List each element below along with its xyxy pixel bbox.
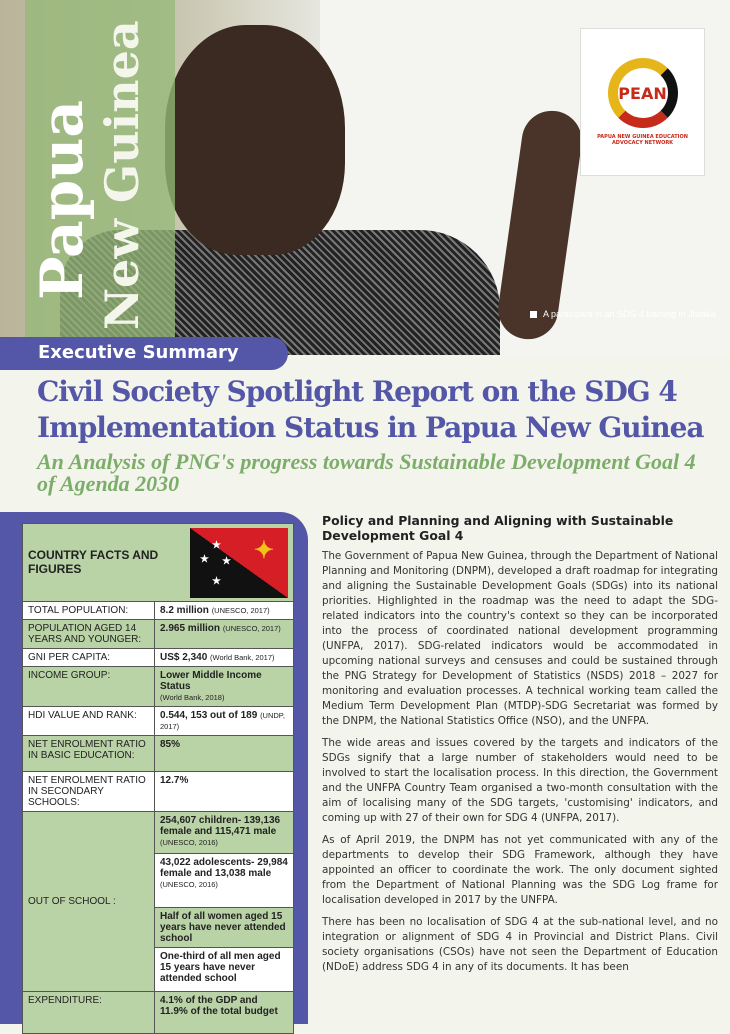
fact-label: INCOME GROUP: bbox=[23, 667, 155, 707]
table-row bbox=[23, 736, 294, 772]
fact-value: Lower Middle Income Status bbox=[160, 670, 262, 692]
article bbox=[322, 513, 718, 982]
paragraph: The Government of Papua New Guinea, through the Department of National Planning and Monitoring (DNPM), developed a draft roadmap for integrating and aligning the Sustainable Development Goals (SDGs) into its national priorities. Highlighted in the roadmap was the need to adapt the SDG-related indicators into the country's context so they can be incorporated into the process of coordinated national development programming (UNFPA, 2017). SDG-related indicators would be accommodated in upcoming national surveys and censuses and could be sustained through the PNG Strategy for Development of Statistics (NSDS) 2018 – 2027 for monitoring and evaluation processes. A technical working team called the Medium Term Development Plan (MTDP)-SDG Secretariat was formed by the DNPM, the National Statistics Office (NSO), and the UNFPA. bbox=[322, 550, 718, 727]
fact-value: Half of all women aged 15 years have never attended school bbox=[155, 908, 294, 948]
square-bullet-icon bbox=[530, 311, 537, 318]
table-row bbox=[23, 602, 294, 620]
table-row bbox=[23, 620, 294, 649]
fact-source: (UNESCO, 2016) bbox=[160, 880, 218, 889]
fact-value: One-third of all men aged 15 years have never attended school bbox=[155, 948, 294, 992]
photo-caption bbox=[530, 309, 716, 319]
fact-label: EXPENDITURE: bbox=[23, 992, 155, 1034]
fact-label: NET ENROLMENT RATIO IN SECONDARY SCHOOLS: bbox=[23, 772, 155, 812]
fact-label: HDI VALUE AND RANK: bbox=[23, 707, 155, 736]
fact-value: 43,022 adolescents- 29,984 female and 13,038 male bbox=[160, 857, 288, 879]
page-subtitle: An Analysis of PNG's progress towards Sustainable Development Goal 4 of Agenda 2030 bbox=[37, 449, 696, 496]
fact-source: (World Bank, 2018) bbox=[160, 693, 225, 702]
vertical-title-new-guinea: New Guinea bbox=[95, 20, 149, 330]
fact-label: OUT OF SCHOOL : bbox=[23, 812, 155, 992]
paragraph: As of April 2019, the DNPM has not yet communicated with any of the departments to develop their SDG Framework, although they have appointed an officer to coordinate the work. The only document sighted from the Department of National Planning was the SDG Log frame for localisation developed in 2017 by the UNFPA. bbox=[322, 834, 718, 906]
fact-value: 8.2 million bbox=[160, 605, 209, 616]
fact-label: GNI PER CAPITA: bbox=[23, 649, 155, 667]
fact-label: POPULATION AGED 14 YEARS AND YOUNGER: bbox=[23, 620, 155, 649]
fact-source: (World Bank, 2017) bbox=[210, 653, 275, 662]
page-title: Civil Society Spotlight Report on the SDG 4 Implementation Status in Papua New Guinea bbox=[37, 375, 704, 444]
table-row bbox=[23, 772, 294, 812]
table-row bbox=[23, 992, 294, 1034]
section-tag: Executive Summary bbox=[0, 337, 288, 370]
png-flag-icon: ★ ★ ★ ★ ✦ bbox=[190, 528, 288, 598]
fact-value: 254,607 children- 139,136 female and 115,471 male bbox=[160, 815, 281, 837]
fact-value: 12.7% bbox=[155, 772, 294, 812]
fact-label: TOTAL POPULATION: bbox=[23, 602, 155, 620]
table-row bbox=[23, 667, 294, 707]
paragraph: The wide areas and issues covered by the targets and indicators of the SDGs signify that a large number of stakeholders would need to be involved to start the localisation process. In this direction, the Government and the UNFPA Country Team organised a two-month consultation with the aim of localising many of the SDG targets, 'customising' indicators, and coming up with 27 of their own for SDG 4 (UNFPA, 2017). bbox=[322, 737, 718, 824]
photo-person-head bbox=[165, 25, 345, 255]
facts-table bbox=[22, 523, 294, 1034]
fact-value: 0.544, 153 out of 189 bbox=[160, 710, 258, 721]
pean-logo bbox=[580, 28, 705, 176]
table-row bbox=[23, 649, 294, 667]
logo-subtitle: PAPUA NEW GUINEA EDUCATION ADVOCACY NETWORK bbox=[597, 134, 688, 146]
paragraph: There has been no localisation of SDG 4 at the sub-national level, and no integration or alignment of SDG 4 in Provincial and District Plans. Civil society organisations (CSOs) have not seen the Department of Education (NDoE) address SDG 4 in any of its documents. It has been bbox=[322, 916, 718, 973]
fact-value: 85% bbox=[155, 736, 294, 772]
caption-text: A participant in an SDG 4 training in Jiwaka bbox=[543, 309, 716, 319]
fact-value: 4.1% of the GDP and 11.9% of the total budget bbox=[155, 992, 294, 1034]
fact-value: US$ 2,340 bbox=[160, 652, 208, 663]
facts-header bbox=[23, 524, 294, 602]
logo-mark: PEAN bbox=[608, 58, 678, 128]
cover-photo bbox=[0, 0, 730, 355]
fact-label: NET ENROLMENT RATIO IN BASIC EDUCATION: bbox=[23, 736, 155, 772]
fact-source: (UNDP, 2017) bbox=[160, 711, 285, 731]
article-heading: Policy and Planning and Aligning with Sustainable Development Goal 4 bbox=[322, 513, 674, 543]
fact-source: (UNESCO, 2017) bbox=[222, 624, 281, 633]
vertical-title-papua: Papua bbox=[28, 100, 96, 300]
table-row bbox=[23, 812, 294, 854]
fact-source: (UNESCO, 2017) bbox=[211, 606, 270, 615]
country-facts-panel bbox=[0, 512, 308, 1024]
facts-heading: COUNTRY FACTS AND FIGURES bbox=[28, 547, 159, 576]
table-row bbox=[23, 707, 294, 736]
fact-value: 2.965 million bbox=[160, 623, 221, 634]
fact-source: (UNESCO, 2016) bbox=[160, 838, 218, 847]
